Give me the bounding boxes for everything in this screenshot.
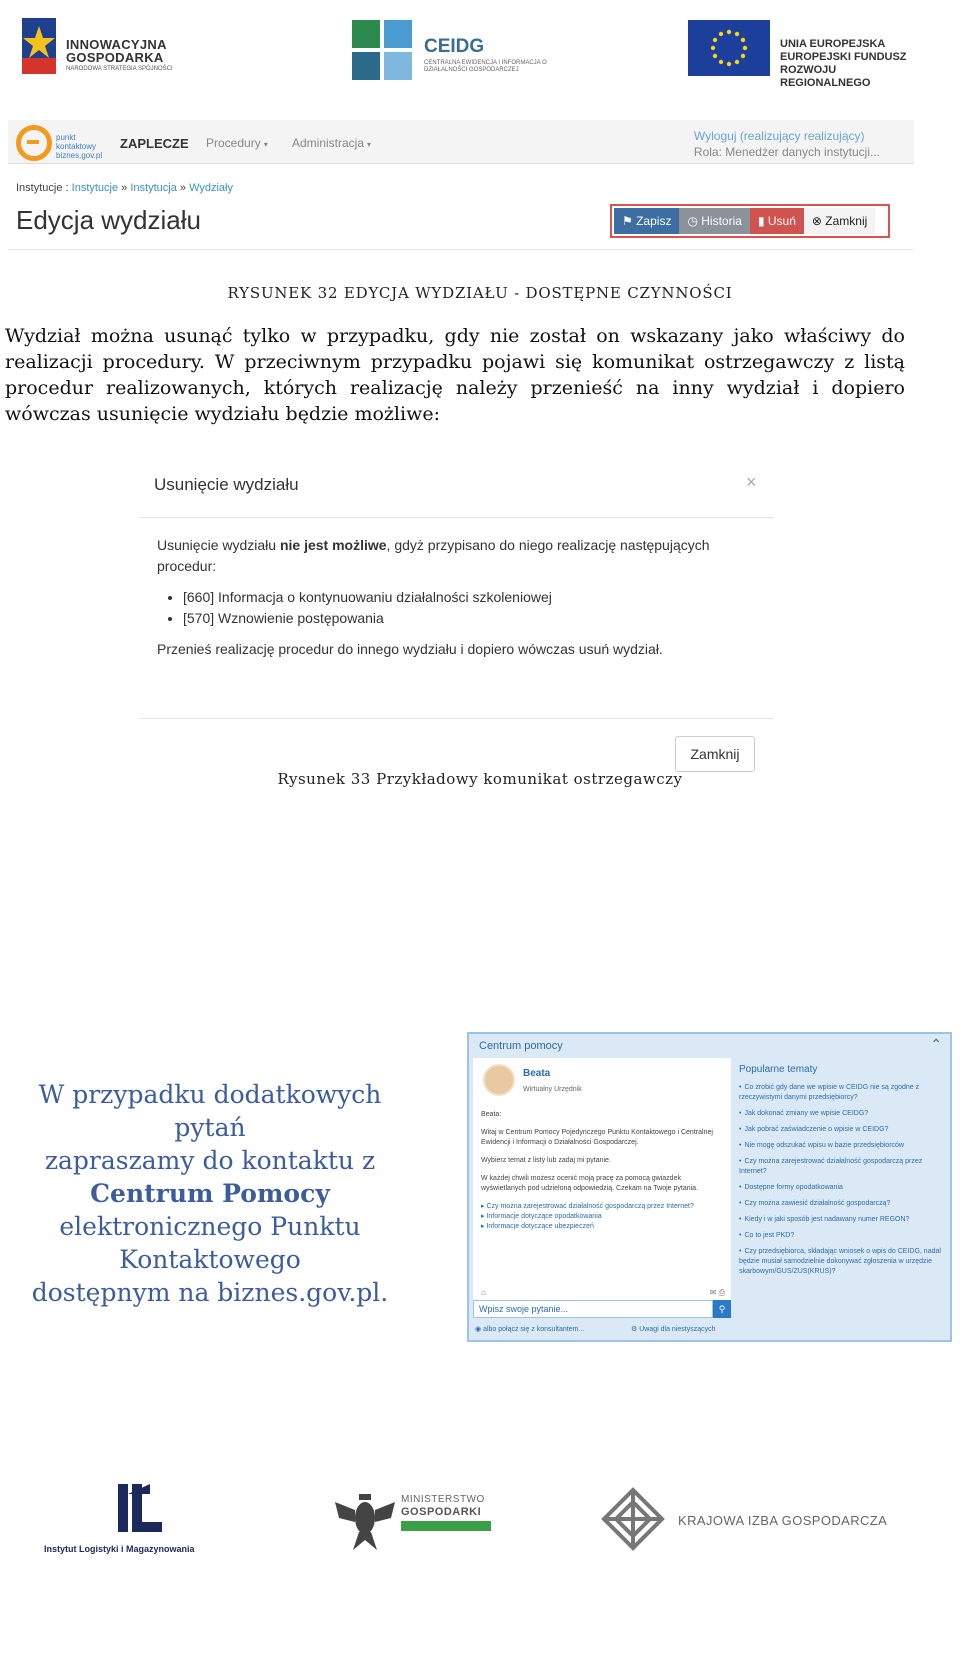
- help-center-panel: [467, 1032, 952, 1342]
- logout-link[interactable]: Wyloguj (realizujący realizujący): [693, 129, 865, 143]
- brand-main-text[interactable]: ZAPLECZE: [120, 136, 189, 151]
- eagle-icon: [335, 1488, 395, 1552]
- popular-item-label: Nie mogę odszukać wpisu w bazie przedsiębiorców: [744, 1142, 904, 1149]
- breadcrumb-wydzialy[interactable]: Wydziały: [189, 182, 233, 194]
- page-title: Edycja wydziału: [16, 205, 201, 235]
- msg-part-c: , gdyż przypisano do niego realizację następujących procedur:: [157, 537, 710, 574]
- chat-messages: [481, 1110, 725, 1232]
- ilim-name: Instytut Logistyki i Magazynowania: [44, 1544, 195, 1554]
- consultant-link-label: albo połącz się z konsultantem...: [483, 1326, 585, 1333]
- list-item: • [570] Wznowienie postępowania: [183, 608, 757, 629]
- eu-flag-icon: [688, 20, 770, 76]
- help-center-name: Centrum Pomocy: [90, 1179, 330, 1208]
- popular-item[interactable]: • Nie mogę odszukać wpisu w bazie przedsiębiorców: [739, 1142, 904, 1149]
- popular-item-label: Dostępne formy opodatkowania: [744, 1184, 843, 1191]
- eu-line1: UNIA EUROPEJSKA: [780, 38, 886, 50]
- chat-message: W każdej chwili możesz ocenić moją pracę za pomocą gwiazdek wyświetlanych pod udzieloną odpowiedzią. Czekam na Twoje pytania.: [481, 1175, 698, 1192]
- modal-close-button[interactable]: Zamknij: [675, 736, 755, 772]
- save-button[interactable]: [614, 208, 679, 234]
- question-input[interactable]: Wpisz swoje pytanie...: [473, 1300, 713, 1318]
- ceidg-name: CEIDG: [424, 36, 485, 57]
- nav-administracja[interactable]: [292, 136, 371, 150]
- popular-item-label: Jak dokonać zmiany we wpisie CEIDG?: [744, 1110, 869, 1117]
- popular-item[interactable]: • Co to jest PKD?: [739, 1232, 795, 1239]
- figure-32-caption: RYSUNEK 32 EDYCJA WYDZIAŁU - DOSTĘPNE CZYNNOŚCI: [227, 284, 733, 302]
- ceidg-mark: [352, 20, 412, 80]
- accessibility-link-label: Uwagi dla niestyszących: [639, 1326, 716, 1333]
- chat-area: [473, 1058, 731, 1306]
- innowacyjna-gospodarka-logo: [22, 18, 202, 82]
- help-line: dostępnym na biznes.gov.pl.: [31, 1278, 389, 1307]
- chat-message: Beata:: [481, 1111, 502, 1118]
- delete-department-modal: [140, 455, 780, 785]
- divider: [140, 517, 774, 518]
- popular-item[interactable]: • Czy można zawiesić działalność gospodarczą?: [739, 1200, 891, 1207]
- ig-star-mark: [22, 18, 56, 74]
- ig-line1: INNOWACYJNA: [66, 37, 167, 52]
- chat-toolbar: [481, 1288, 725, 1298]
- popular-item[interactable]: • Jak dokonać zmiany we wpisie CEIDG?: [739, 1110, 869, 1117]
- breadcrumb-instytucja[interactable]: Instytucja: [130, 182, 177, 194]
- chat-link[interactable]: ▸ Czy można zarejestrować działalność gospodarczą przez Internet?: [481, 1203, 694, 1210]
- history-label: Historia: [701, 214, 742, 228]
- avatar: [483, 1064, 515, 1096]
- clock-icon: ◷: [687, 214, 702, 228]
- eu-line3: ROZWOJU REGIONALNEGO: [780, 64, 871, 89]
- ig-line2: GOSPODARKA: [66, 50, 164, 65]
- ceidg-sub: CENTRALNA EWIDENCJA I INFORMACJA O DZIAŁALNOŚCI GOSPODARCZEJ: [424, 60, 547, 73]
- search-icon[interactable]: ⚲: [713, 1300, 731, 1318]
- history-button[interactable]: [679, 208, 750, 234]
- popular-item[interactable]: • Co zrobić gdy dane we wpisie w CEIDG nie są zgodne z rzeczywistymi danymi przedsiębiorcy?: [739, 1084, 920, 1101]
- navbar: [8, 120, 914, 164]
- panel-title: Centrum pomocy: [479, 1040, 563, 1052]
- save-label: Zapisz: [636, 214, 672, 228]
- modal-body: [157, 535, 757, 660]
- msg-part-b: nie jest możliwe: [279, 537, 387, 553]
- breadcrumb-root: Instytucje :: [16, 182, 69, 194]
- user-info: [694, 128, 880, 160]
- nav-procedury[interactable]: [206, 136, 268, 150]
- modal-title: Usunięcie wydziału: [154, 475, 299, 494]
- mail-print-icons[interactable]: ✉ ⎙: [709, 1288, 725, 1297]
- chevron-up-icon[interactable]: ⌃: [930, 1036, 942, 1052]
- breadcrumb-instytucje[interactable]: Instytucje: [71, 182, 119, 194]
- kig-mark: [600, 1486, 666, 1552]
- figure-33-caption: Rysunek 33 Przykładowy komunikat ostrzegawczy: [277, 770, 683, 788]
- nav-procedury-label: Procedury: [206, 136, 261, 150]
- save-icon: ⚑: [622, 214, 637, 228]
- popular-item[interactable]: • Dostępne formy opodatkowania: [739, 1184, 843, 1191]
- ig-line3: NARODOWA STRATEGIA SPÓJNOŚCI: [66, 66, 173, 72]
- delete-label: Usuń: [767, 214, 796, 228]
- breadcrumb-sep: »: [121, 182, 128, 194]
- role-text: Rola: Menedżer danych instytucji...: [693, 145, 880, 159]
- chat-link[interactable]: ▸ Informacje dotyczące ubezpieczeń: [481, 1223, 594, 1230]
- accessibility-link[interactable]: ⚙ Uwagi dla niestyszących: [631, 1326, 716, 1333]
- help-line: elektronicznego Punktu: [59, 1212, 361, 1241]
- list-item: • [660] Informacja o kontynuowaniu działalności szkoleniowej: [183, 587, 757, 608]
- eu-line2: EUROPEJSKI FUNDUSZ: [780, 51, 907, 63]
- popular-item-label: Kiedy i w jaki sposób jest nadawany numer REGON?: [744, 1216, 910, 1223]
- breadcrumb: [16, 182, 233, 194]
- mg-line1: MINISTERSTWO: [401, 1494, 485, 1505]
- divider: [140, 718, 774, 719]
- close-icon[interactable]: ×: [746, 472, 757, 492]
- popular-topics: [735, 1058, 949, 1316]
- popular-item-label: Jak pobrać zaświadczenie o wpisie w CEIDG?: [744, 1126, 889, 1133]
- top-logos: [0, 10, 960, 90]
- chat-message: Wybierz temat z listy lub zadaj mi pytanie.: [481, 1157, 611, 1164]
- modal-message: [157, 535, 757, 577]
- help-line: Kontaktowego: [119, 1245, 301, 1274]
- caret-down-icon: ▾: [263, 140, 268, 149]
- delete-button[interactable]: [750, 208, 804, 234]
- consultant-link[interactable]: ◉ albo połącz się z konsultantem...: [475, 1326, 585, 1333]
- kig-logo: [600, 1486, 900, 1556]
- chat-link-label: Czy można zarejestrować działalność gospodarczą przez Internet?: [486, 1203, 694, 1210]
- procedure-list: [183, 587, 757, 629]
- chat-link-label: Informacje dotyczące ubezpieczeń: [486, 1223, 594, 1230]
- trash-icon: ▮: [757, 214, 768, 228]
- actions-toolbar: [610, 204, 890, 238]
- agent-role: Wirtualny Urzędnik: [523, 1086, 582, 1093]
- popular-item-label: Czy przedsiębiorca, składając wniosek o wpis do CEIDG, nadal będzie musiał samodzielnie dokonywać zgłoszenia w urzędzie skarbowym/GUS/ZUS(KRUS)?: [739, 1248, 941, 1275]
- close-label: Zamknij: [825, 214, 868, 228]
- brand-small-text: punkt kontaktowy biznes.gov.pl: [56, 133, 103, 160]
- chat-link[interactable]: ▸ Informacje dotyczące opodatkowania: [481, 1213, 602, 1220]
- edit-department-screenshot: [8, 120, 914, 265]
- popular-item[interactable]: • Jak pobrać zaświadczenie o wpisie w CEIDG?: [739, 1126, 889, 1133]
- mg-green-bar: [401, 1521, 491, 1531]
- home-icon[interactable]: ⌂: [481, 1288, 486, 1297]
- popular-item-label: Co to jest PKD?: [744, 1232, 795, 1239]
- eu-logo: [688, 20, 928, 89]
- help-line-strong: [10, 1177, 410, 1210]
- nav-administracja-label: Administracja: [292, 136, 365, 150]
- kig-name: KRAJOWA IZBA GOSPODARCZA: [678, 1513, 888, 1528]
- ilim-mark: [110, 1480, 166, 1536]
- ceidg-logo: [352, 16, 552, 86]
- body-paragraph: Wydział można usunąć tylko w przypadku, gdy nie został on wskazany jako właściwy do realizacji procedury. W przeciwnym przypadku pojawi się komunikat ostrzegawczy z listą procedur realizowanych, których realizację należy przenieść na inny wydział i dopiero wówczas usunięcie wydziału będzie możliwe:: [5, 325, 905, 425]
- breadcrumb-sep: »: [179, 182, 187, 194]
- help-invitation: [10, 1078, 410, 1309]
- chat-link-label: Informacje dotyczące opodatkowania: [486, 1213, 602, 1220]
- popular-item[interactable]: • Czy można zarejestrować działalność gospodarczą przez Internet?: [739, 1158, 923, 1175]
- ministerstwo-gospodarki-logo: [335, 1484, 505, 1554]
- close-circle-icon: ⊗: [811, 214, 826, 228]
- chat-message: Witaj w Centrum Pomocy Pojedynczego Punktu Kontaktowego i Centralnej Ewidencji i Informacji o Działalności Gospodarczej.: [481, 1129, 713, 1146]
- help-line: W przypadku dodatkowych pytań: [38, 1080, 382, 1142]
- close-button[interactable]: [804, 208, 875, 234]
- help-line: zapraszamy do kontaktu z: [44, 1146, 376, 1175]
- divider: [8, 249, 914, 250]
- chat-links: [481, 1202, 725, 1232]
- ilim-logo: [40, 1480, 230, 1560]
- modal-hint: Przenieś realizację procedur do innego wydziału i dopiero wówczas usuń wydział.: [157, 641, 663, 657]
- popular-item-label: Co zrobić gdy dane we wpisie w CEIDG nie są zgodne z rzeczywistymi danymi przedsiębiorcy?: [739, 1084, 920, 1101]
- popular-title: Popularne tematy: [739, 1064, 818, 1075]
- agent-name: Beata: [523, 1068, 551, 1079]
- caret-down-icon: ▾: [367, 140, 372, 149]
- popular-item[interactable]: • Czy przedsiębiorca, składając wniosek o wpis do CEIDG, nadal będzie musiał samodzielnie dokonywać zgłoszenia w urzędzie skarbowym/GUS/ZUS(KRUS)?: [739, 1248, 941, 1275]
- brand-logo-icon[interactable]: [16, 125, 52, 161]
- mg-line2: GOSPODARKI: [401, 1506, 482, 1518]
- popular-item-label: Czy można zarejestrować działalność gospodarczą przez Internet?: [739, 1158, 923, 1175]
- popular-item-label: Czy można zawiesić działalność gospodarczą?: [744, 1200, 891, 1207]
- popular-item[interactable]: • Kiedy i w jaki sposób jest nadawany numer REGON?: [739, 1216, 910, 1223]
- msg-part-a: Usunięcie wydziału: [157, 537, 280, 553]
